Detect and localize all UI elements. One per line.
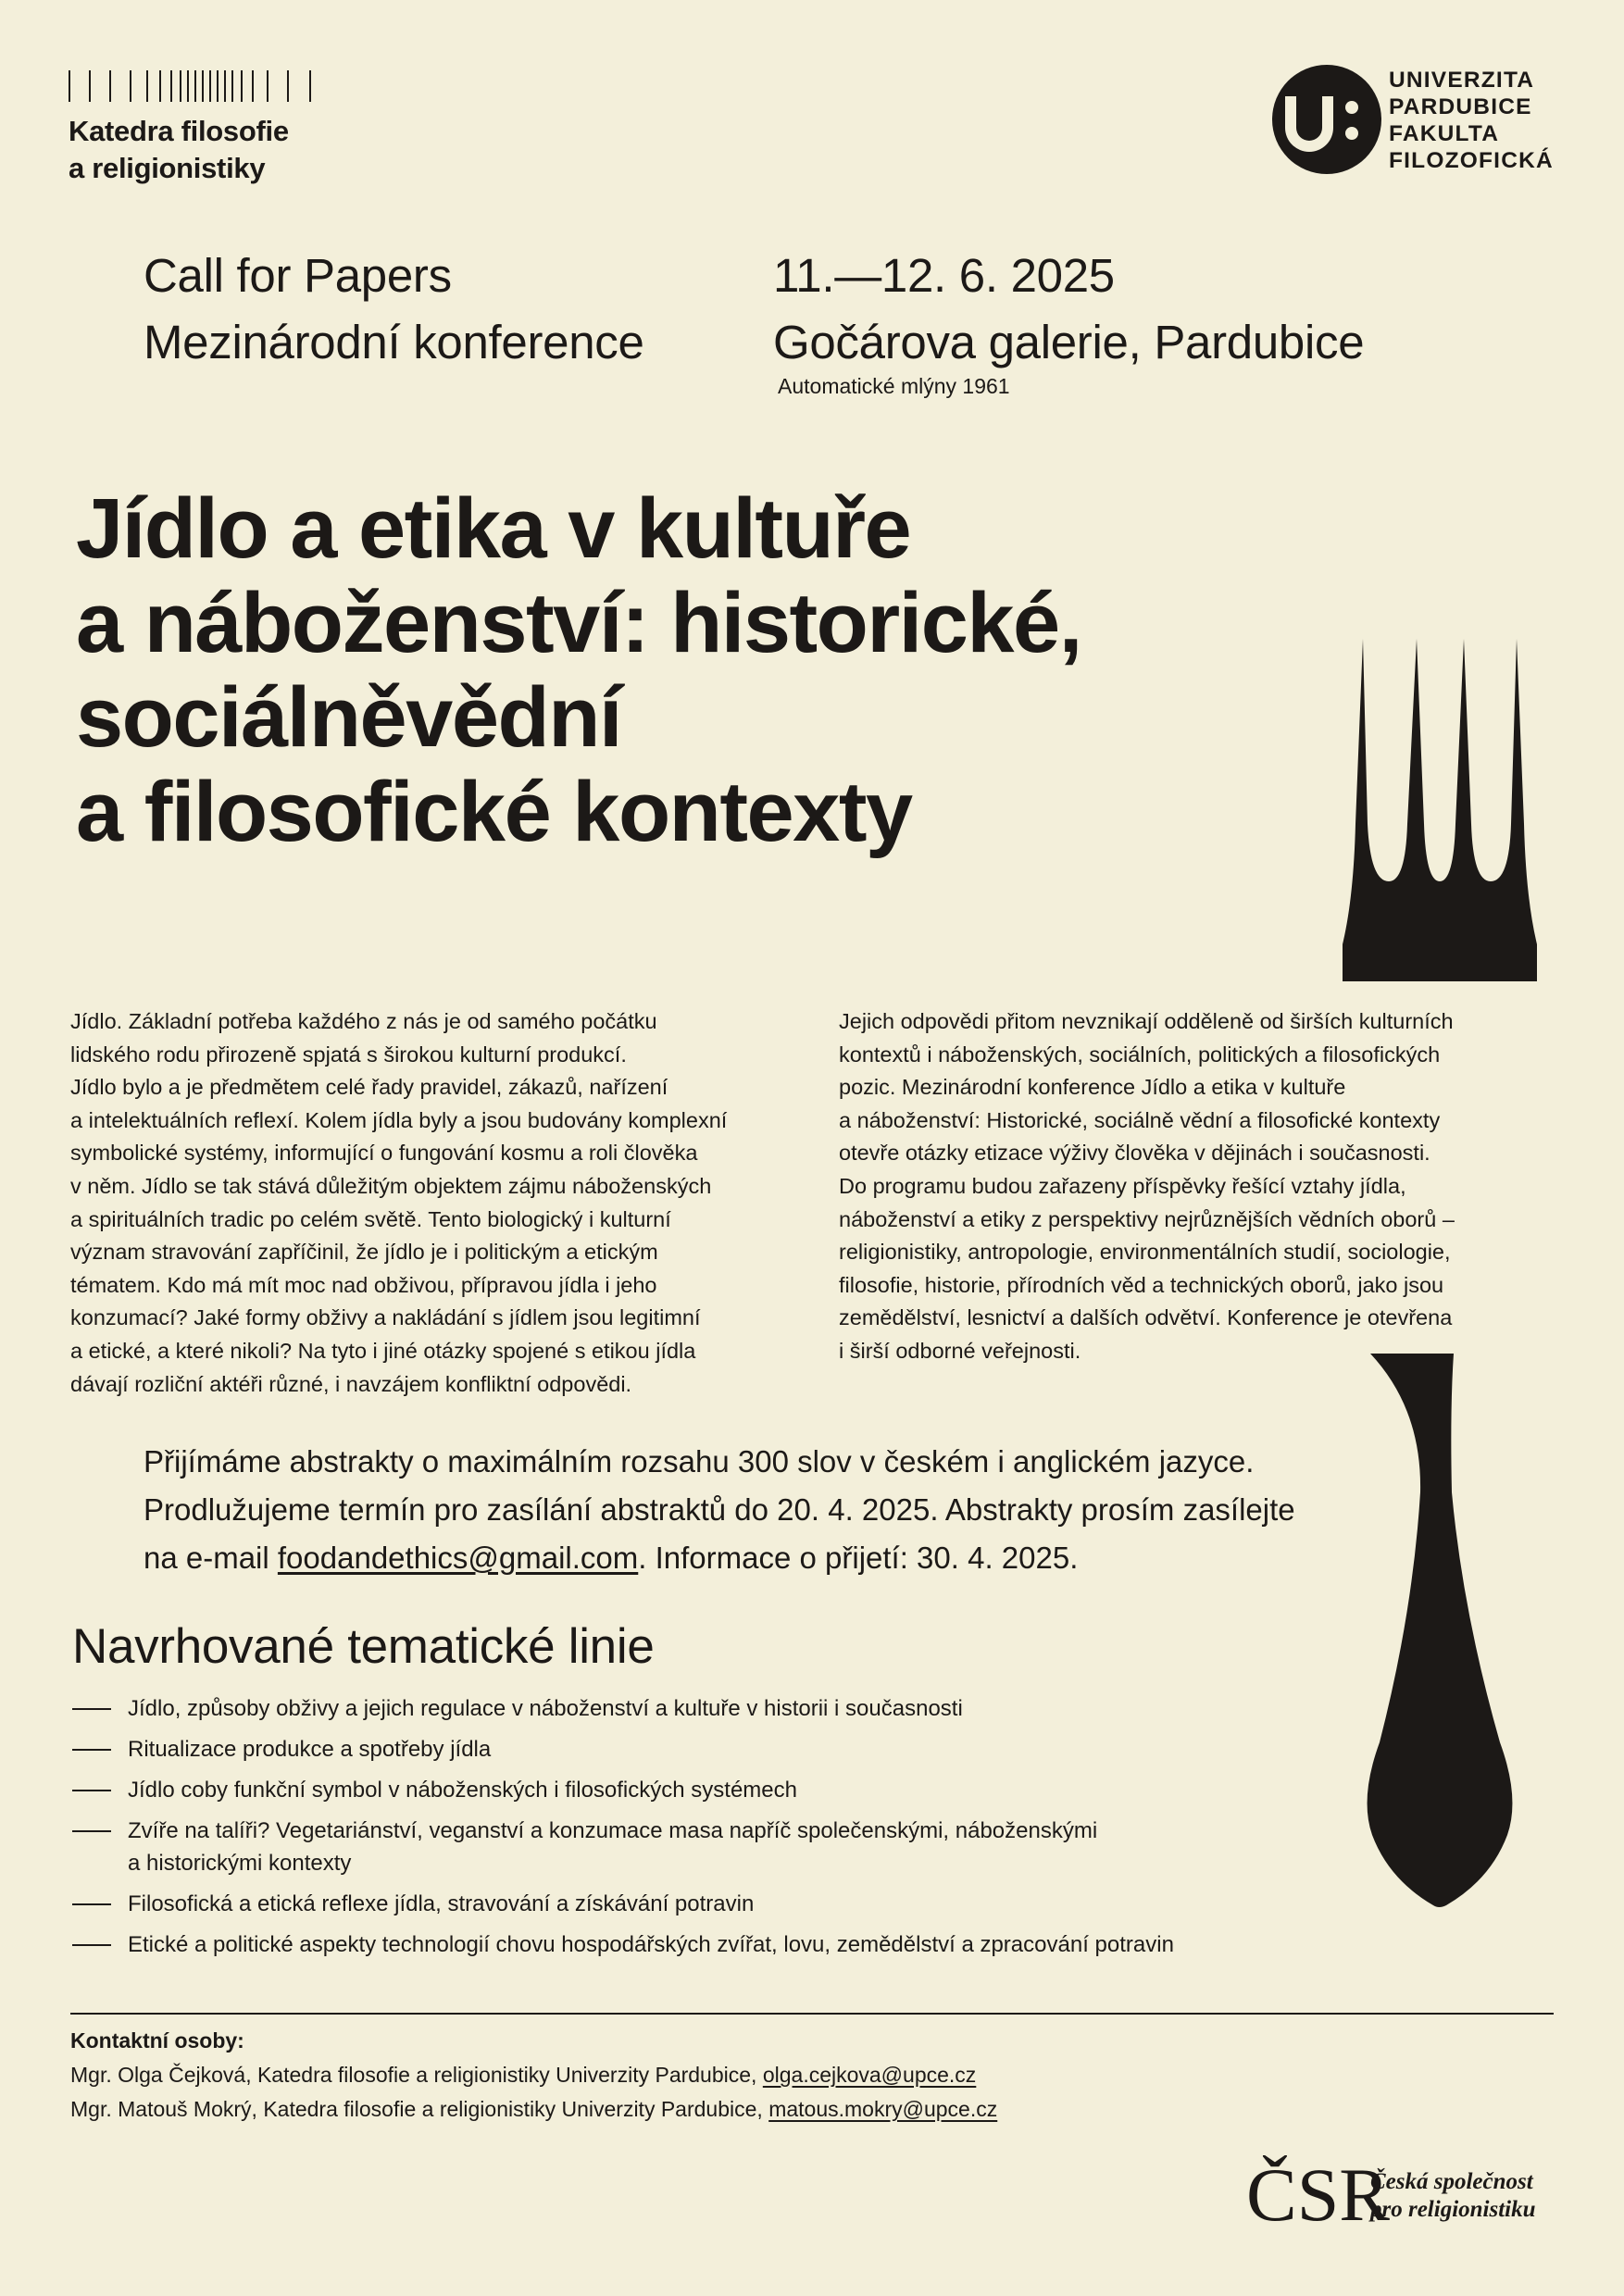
- tick-mark: [109, 70, 111, 102]
- footer-divider: [70, 2013, 1554, 2015]
- theme-item: [72, 1928, 1276, 1961]
- university-logo-icon: [1272, 65, 1381, 174]
- event-type: [144, 243, 644, 376]
- university-line: FILOZOFICKÁ: [1389, 148, 1554, 173]
- theme-text: Etické a politické aspekty technologií chovu hospodářských zvířat, lovu, zemědělství a zpracování potravin: [128, 1932, 1174, 1957]
- intro-text-column-2: [839, 1005, 1561, 1368]
- body-line: konzumací? Jaké formy obživy a nakládání s jídlem jsou legitimní: [70, 1305, 701, 1330]
- body-line: Jídlo bylo a je předmětem celé řady pravidel, zákazů, nařízení: [70, 1075, 668, 1100]
- body-line: filosofie, historie, přírodních věd a technických oborů, jako jsou: [839, 1272, 1444, 1297]
- abstracts-line: [144, 1534, 1375, 1582]
- tick-mark: [287, 70, 289, 102]
- body-line: dávají rozliční aktéři různé, i navzájem konfliktní odpovědi.: [70, 1371, 632, 1396]
- university-line: PARDUBICE: [1389, 94, 1532, 119]
- body-line: náboženství a etiky z perspektivy nejrůznějších vědních oborů –: [839, 1206, 1455, 1231]
- contact-person: [70, 2058, 997, 2092]
- tick-mark: [194, 70, 196, 102]
- tick-mark: [252, 70, 254, 102]
- body-line: i širší odborné veřejnosti.: [839, 1338, 1081, 1363]
- intro-text-column-1: [70, 1005, 811, 1401]
- body-line: a náboženství: Historické, sociálně vědní a filosofické kontexty: [839, 1107, 1441, 1132]
- body-line: v něm. Jídlo se tak stává důležitým objektem zájmu náboženských: [70, 1173, 712, 1198]
- body-line: pozic. Mezinárodní konference Jídlo a etika v kultuře: [839, 1075, 1346, 1100]
- csr-logo-letters: ČSR: [1246, 2152, 1390, 2237]
- university-line: UNIVERZITA: [1389, 68, 1535, 93]
- contacts: [70, 2024, 997, 2127]
- event-type-line: Mezinárodní konference: [144, 316, 644, 368]
- dash-bullet-icon: [72, 1903, 111, 1905]
- contact-email-link[interactable]: olga.cejkova@upce.cz: [762, 2063, 977, 2087]
- body-line: lidského rodu přirozeně spjatá s širokou kulturní produkcí.: [70, 1042, 627, 1067]
- body-line: zemědělství, lesnictví a dalších odvětví. Konference je otevřena: [839, 1305, 1453, 1330]
- venue-note: Automatické mlýny 1961: [778, 374, 1010, 398]
- tick-mark: [130, 70, 131, 102]
- body-line: a intelektuálních reflexí. Kolem jídla byly a jsou budovány komplexní: [70, 1107, 728, 1132]
- conference-title: [76, 481, 1081, 859]
- dash-bullet-icon: [72, 1830, 111, 1832]
- tick-mark: [267, 70, 269, 102]
- tick-mark: [180, 70, 181, 102]
- title-line: Jídlo a etika v kultuře: [76, 481, 911, 576]
- event-venue: Gočárova galerie, Pardubice: [773, 316, 1365, 368]
- themes-list: [72, 1692, 1276, 1969]
- department-name: [69, 113, 289, 187]
- tick-mark: [159, 70, 161, 102]
- theme-text: Ritualizace produkce a spotřeby jídla: [128, 1737, 492, 1762]
- body-line: religionistiky, antropologie, environmentálních studií, sociologie,: [839, 1240, 1451, 1265]
- event-type-line: Call for Papers: [144, 249, 452, 302]
- event-date: 11.—12. 6. 2025: [773, 249, 1115, 302]
- tick-mark: [170, 70, 172, 102]
- abstracts-email-link[interactable]: foodandethics@gmail.com: [277, 1541, 639, 1575]
- body-line: Jídlo. Základní potřeba každého z nás je od samého počátku: [70, 1009, 657, 1033]
- dash-bullet-icon: [72, 1944, 111, 1946]
- society-name: [1370, 2168, 1536, 2224]
- department-line: Katedra filosofie: [69, 115, 289, 147]
- tick-mark: [241, 70, 243, 102]
- theme-item: [72, 1692, 1276, 1725]
- dash-bullet-icon: [72, 1790, 111, 1791]
- tick-mark: [69, 70, 70, 102]
- theme-text: Zvíře na talíři? Vegetariánství, veganství a konzumace masa napříč společenskými, náboženskými: [128, 1818, 1098, 1843]
- theme-text: Jídlo, způsoby obživy a jejich regulace v náboženství a kultuře v historii i současnosti: [128, 1696, 963, 1721]
- body-line: tématem. Kdo má mít moc nad obživou, přípravou jídla i jeho: [70, 1272, 657, 1297]
- contact-person: [70, 2092, 997, 2127]
- fork-handle-icon: [1361, 1354, 1518, 1909]
- abstracts-line: Přijímáme abstrakty o maximálním rozsahu 300 slov v českém i anglickém jazyce.: [144, 1444, 1255, 1479]
- body-line: otevře otázky etizace výživy člověka v dějinách i současnosti.: [839, 1141, 1430, 1166]
- theme-item: [72, 1888, 1276, 1920]
- tick-mark: [202, 70, 204, 102]
- abstracts-notice: [144, 1438, 1375, 1582]
- tick-mark: [187, 70, 189, 102]
- contact-email-link[interactable]: matous.mokry@upce.cz: [768, 2097, 998, 2121]
- csr-logo-icon: [1244, 2148, 1390, 2237]
- title-line: sociálněvědní: [76, 670, 621, 765]
- themes-heading: Navrhované tematické linie: [72, 1619, 655, 1674]
- contacts-heading: Kontaktní osoby:: [70, 2028, 244, 2053]
- theme-item: [72, 1815, 1276, 1879]
- abstracts-line: Prodlužujeme termín pro zasílání abstraktů do 20. 4. 2025. Abstrakty prosím zasílejte: [144, 1492, 1295, 1527]
- abstracts-text: . Informace o přijetí: 30. 4. 2025.: [638, 1541, 1079, 1575]
- theme-item: [72, 1733, 1276, 1766]
- tick-mark: [217, 70, 219, 102]
- dash-bullet-icon: [72, 1708, 111, 1710]
- university-logo-mark: [1272, 65, 1381, 174]
- university-name: [1389, 67, 1554, 174]
- title-line: a náboženství: historické,: [76, 576, 1081, 670]
- department-tick-marks: [69, 70, 311, 102]
- abstracts-text: na e-mail: [144, 1541, 278, 1575]
- contact-text: Mgr. Matouš Mokrý, Katedra filosofie a religionistiky Univerzity Pardubice,: [70, 2097, 769, 2121]
- theme-text: Filosofická a etická reflexe jídla, stravování a získávání potravin: [128, 1891, 755, 1916]
- fork-tines-icon: [1343, 639, 1537, 991]
- dash-bullet-icon: [72, 1749, 111, 1751]
- university-line: FAKULTA: [1389, 121, 1500, 146]
- body-line: a etické, a které nikoli? Na tyto i jiné otázky spojené s etikou jídla: [70, 1338, 696, 1363]
- body-line: Jejich odpovědi přitom nevznikají odděleně od širších kulturních: [839, 1009, 1454, 1033]
- society-name-line: pro religionistiku: [1370, 2197, 1536, 2222]
- body-line: a spirituálních tradic po celém světě. Tento biologický i kulturní: [70, 1206, 671, 1231]
- contact-text: Mgr. Olga Čejková, Katedra filosofie a religionistiky Univerzity Pardubice,: [70, 2063, 763, 2087]
- tick-mark: [224, 70, 226, 102]
- tick-mark: [209, 70, 211, 102]
- tick-mark: [231, 70, 233, 102]
- body-line: Do programu budou zařazeny příspěvky řešící vztahy jídla,: [839, 1173, 1406, 1198]
- department-line: a religionistiky: [69, 152, 266, 184]
- society-name-line: Česká společnost: [1370, 2169, 1533, 2194]
- theme-text: Jídlo coby funkční symbol v náboženských i filosofických systémech: [128, 1778, 797, 1803]
- body-line: význam stravování zapříčinil, že jídlo je i politickým a etickým: [70, 1240, 658, 1265]
- body-line: kontextů i náboženských, sociálních, politických a filosofických: [839, 1042, 1441, 1067]
- tick-mark: [146, 70, 148, 102]
- body-line: symbolické systémy, informující o fungování kosmu a roli člověka: [70, 1141, 698, 1166]
- tick-mark: [89, 70, 91, 102]
- event-date-venue: [773, 243, 1364, 376]
- theme-text: a historickými kontexty: [128, 1851, 352, 1876]
- tick-mark: [309, 70, 311, 102]
- title-line: a filosofické kontexty: [76, 765, 912, 859]
- theme-item: [72, 1774, 1276, 1806]
